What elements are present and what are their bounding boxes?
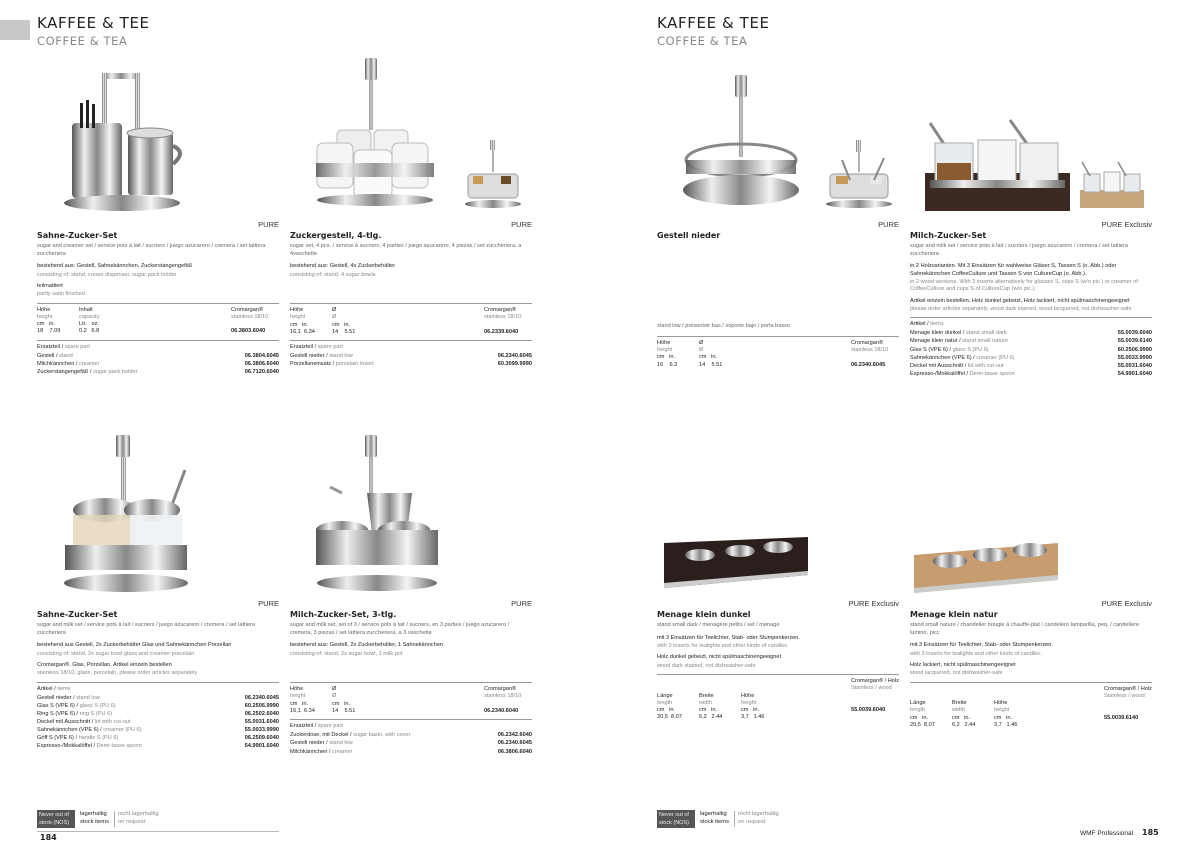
section-title-right: KAFFEE & TEE (657, 14, 770, 32)
product-image-milch-zucker-set (920, 118, 1075, 213)
legend-stock: lagerhaltig stock items (700, 811, 729, 825)
product-title: Milch-Zucker-Set, 3-tlg. (290, 610, 397, 619)
product-title: Zuckergestell, 4-tlg. (290, 231, 382, 240)
product-translations: sugar and milk set / service pots à lait / sucriers / juego azucarero / cremera / set lattiera zuccheriera (910, 243, 1128, 257)
spec-table: Höhe height cm in. 16,1 6.34 Ø Ø cm in. 14 5.51 Cromargan® stainless 18/10 06.2340.6040 (290, 686, 532, 715)
product-line-badge: PURE Exclusiv (1101, 220, 1152, 229)
section-title-left: KAFFEE & TEE (37, 14, 150, 32)
product-translations: stand small dark / menagère petits / set / ménage (657, 622, 780, 629)
product-title: Menage klein natur (910, 610, 998, 619)
section-subtitle-right: COFFEE & TEA (657, 34, 748, 48)
nos-badge: Never out of stock (NOS) (657, 810, 695, 828)
product-line-badge: PURE (258, 599, 279, 608)
spec-table: Höhe height cm in. 16,1 6.34 Ø Ø cm in. 14 5.51 Cromargan® stainless 18/10 06.2339.6040 (290, 307, 532, 336)
product-line-badge: PURE (258, 220, 279, 229)
product-note-en: partly satin finished (37, 291, 85, 298)
product-translations: sugar and milk set, set of 3 / service pots à lait / sucriers, en 3 parties / juego azucarero / cremera, 3 piezas / set lattiera zuccheriera, a 3 vaschette (290, 622, 510, 636)
product-image-gestell-set-small (822, 140, 897, 212)
product-title: Sahne-Zucker-Set (37, 610, 118, 619)
product-image-menage-natur (912, 535, 1062, 595)
article-number: 55.0039.6140 (1104, 714, 1139, 721)
product-title: Sahne-Zucker-Set (37, 231, 118, 240)
product-translations: stand small nature / chandelier bougie à chauffe-plat / candelero lamparilla, peq. / candeliere lumino, picc (910, 622, 1140, 636)
product-sahne-zucker-set: Sahne-Zucker-Set sugar and creamer set / service pots à lait / sucriers / juego azucarero / cremera / set lattiera zuccheriera bestehend aus: Gestell, Sahnekännchen, Zuckerstangengefäß consisting of: stand, cream dispenser, sugar pack holder teilmattiert partly satin finished Höhe height cm in. 18 7.09 Inhalt capacity Ltr. oz. 0,2 6.8 Cromargan® stainless 18/10 06.3803.6040 Ersatzteil / spare part Gestell / stand 06.3804.6045 Milchkännchen / creamer 06.3806.6040 Zuckerstangengefäß / sugar pack holder 06.7120.6040 (37, 231, 279, 376)
product-image-zuckergestell-small (463, 140, 523, 212)
product-translations: sugar and milk set / service pots à lait / sucriers / juego azucarero / cremera / set lattiera zuccheriera (37, 622, 255, 636)
product-title: Gestell nieder (657, 231, 721, 240)
article-number: 06.2340.6045 (851, 361, 886, 368)
product-line-badge: PURE (511, 220, 532, 229)
product-translations: stand low / présentoir bas / soporte bajo / porta basso (657, 323, 791, 330)
product-image-milch-zucker-set-3tlg (312, 435, 442, 595)
section-subtitle-left: COFFEE & TEA (37, 34, 128, 48)
article-number: 06.3803.6040 (231, 328, 266, 335)
product-image-sahne-zucker-set (60, 68, 190, 218)
spec-table: Länge length cm in. 20,5 8.07 Breite width cm in. 6,2 2.44 Höhe height cm in. 3,7 1.46 Cromargan® / Holz Stainless / wood 55.0039.6040 (657, 678, 899, 721)
article-number: 06.2340.6040 (484, 707, 519, 714)
brand-name: WMF Professional (1080, 830, 1134, 837)
product-gestell-nieder (657, 231, 899, 369)
product-line-badge: PURE Exclusiv (848, 599, 899, 608)
product-zuckergestell: Zuckergestell, 4-tlg. sugar set, 4 pcs. / service à sucriers, 4 parties / juego azucarero, 4 piezas / set zuccheriera, a 4vaschette bestehend aus: Gestell, 4x Zuckerbehälter consisting of: stand, 4 sugar bowls Höhe height cm in. 16,1 6.34 Ø Ø cm in. 14 5.51 Cromargan® stainless 18/10 06.2339.6040 Ersatzteil / spare part Gestell nieder / stand low 06.2340.6045 Porzellaneinsatz / porcelain insert 60.3099.9990 (290, 231, 532, 368)
nos-badge: Never out of stock (NOS) (37, 810, 75, 828)
product-image-sahne-zucker-set-glas (60, 435, 195, 595)
product-description-en: consisting of: stand, cream dispenser, sugar pack holder (37, 271, 177, 278)
product-image-menage-dunkel (662, 533, 812, 593)
product-line-badge: PURE Exclusiv (1101, 599, 1152, 608)
spec-table: Höhe height cm in. 18 7.09 Inhalt capacity Ltr. oz. 0,2 6.8 Cromargan® stainless 18/10 06.3803.6040 (37, 307, 279, 336)
legend-stock: lagerhaltig stock items (80, 811, 109, 825)
product-title: Menage klein dunkel (657, 610, 751, 619)
product-sahne-zucker-set-glas: Sahne-Zucker-Set sugar and milk set / service pots à lait / sucriers / juego azucarero / cremera / set lattiera zuccheriera bestehend aus Gestell, 2x Zuckerbehälter Glas und Sahnekännchen Porzellan consisting of: stand, 2x sugar bowl glass and creamer porcelain Cromargan®, Glas, Porzellan, Artikel einzeln bestellen stainless 18/10, glass, porcelain, please order articles separately Artikel / items Gestell nieder / stand low 06.2340.6045 Glas S (VPE 6) / glass S (PU 6) 60.2506.9990 Ring S (VPE 6) / ring S (PU 6) 06.2502.6040 Deckel mit Ausschnitt / lid with cut-out 55.0031.6040 Sahnekännchen (VPE 6) / creamer (PU 6) 55.0033.9990 Griff S (VPE 6) / handle S (PU 6) 06.2509.6040 Espresso-/Mokkalöffel / Demi-tasse spoon 54.9901.6040 (37, 610, 279, 750)
product-image-zuckergestell (312, 58, 442, 208)
product-translations: sugar set, 4 pcs. / service à sucriers, 4 parties / juego azucarero, 4 piezas / set zuccheriera, a 4vaschette (290, 243, 522, 257)
page-number-left: 184 (40, 833, 57, 842)
legend-on-request: nicht lagerhaltig on request (118, 811, 159, 825)
product-title: Milch-Zucker-Set (910, 231, 987, 240)
product-line-badge: PURE (878, 220, 899, 229)
article-number: 06.2339.6040 (484, 328, 519, 335)
product-image-gestell-nieder (680, 75, 805, 215)
page-number-right: 185 (1142, 828, 1159, 837)
product-menage-natur: Menage klein natur stand small nature / chandelier bougie à chauffe-plat / candelero lamparilla, peq. / candeliere lumino, picc mit 3 Einsätzen für Teelichter, Stab- oder Stumpenkerzen. with 3 inserts for tealights and other kinds of candles. Holz lackiert, nicht spülmaschinengeeignet wood lacquered, not dishwasher-safe Länge length cm in. 20,5 8.07 Breite width cm in. 6,2 2.44 Höhe height cm in. 3,7 1.46 Cromargan® / Holz Stainless / wood 55.0039.6140 (910, 610, 1152, 728)
product-note-de: teilmattiert (37, 283, 63, 290)
product-translations: sugar and creamer set / service pots à lait / sucriers / juego azucarero / cremera / set lattiera zuccheriera (37, 243, 266, 257)
article-number: 55.0039.6040 (851, 707, 886, 714)
product-milch-zucker-set: Milch-Zucker-Set sugar and milk set / service pots à lait / sucriers / juego azucarero / cremera / set lattiera zuccheriera in 2 Holzvarianten. Mit 3 Einsätzen für wahlweise Gläser S, Tassen S (o. Abb.) oder Sahnekännchen CoffeeCulture und Tassen S von CultureCup (o. Abb.). in 2 wood versions. With 3 inserts alternatively for glasses S, cups S (w/o pic.) or creamer of CoffeeCulture and cups S of CultureCup (w/o pic.). Artikel einzeln bestellen, Holz dunkel gebeizt, Holz lackiert, nicht spülmaschinengeeignet please order articles separately, wood dark stained, wood lacquered, not dishwasher-safe Artikel / items Menage klein dunkel / stand small dark 55.0039.6040 Menage klein natur / stand small nature 55.0039.6140 Glas S (VPE 6) / glass S (PU 6) 60.2506.9990 Sahnekännchen (VPE 6) / creamer (PU 6) 55.0033.9990 Deckel mit Ausschnitt / lid with cut-out 55.0031.6040 Espresso-/Mokkalöffel / Demi-tasse spoon 54.9901.6040 (910, 231, 1152, 377)
product-line-badge: PURE (511, 599, 532, 608)
section-tab-marker (0, 20, 30, 40)
spec-table: Höhe height cm in. 16 6.3 Ø Ø cm in. 14 5.51 Cromargan® stainless 18/10 06.2340.6045 (657, 340, 899, 369)
product-menage-dunkel: Menage klein dunkel stand small dark / menagère petits / set / ménage mit 3 Einsätzen für Teelichter, Stab- oder Stumpenkerzen. with 3 inserts for tealights and other kinds of candles. Holz dunkel gebeizt, nicht spülmaschinengeeignet wood dark stained, not dishwasher-safe Länge length cm in. 20,5 8.07 Breite width cm in. 6,2 2.44 Höhe height cm in. 3,7 1.46 Cromargan® / Holz Stainless / wood 55.0039.6040 (657, 610, 899, 721)
spec-table: Länge length cm in. 20,5 8.07 Breite width cm in. 6,2 2.44 Höhe height cm in. 3,7 1.46 Cromargan® / Holz Stainless / wood 55.0039.6140 (910, 685, 1152, 728)
product-milch-zucker-set-3tlg: Milch-Zucker-Set, 3-tlg. sugar and milk set, set of 3 / service pots à lait / sucriers, en 3 parties / juego azucarero / cremera, 3 piezas / set lattiera zuccheriera, a 3 vaschette bestehend aus: Gestell, 2x Zuckerbehälter, 1 Sahnekännchen consisting of: stand, 2x sugar bowl, 1 milk pot Höhe height cm in. 16,1 6.34 Ø Ø cm in. 14 5.51 Cromargan® stainless 18/10 06.2340.6040 Ersatzteil / spare part Zuckerdose, mit Deckel / sugar basin, with cover 06.2342.6040 Gestell nieder / stand low 06.2340.6045 Milchkännchen / creamer 06.3806.6040 (290, 610, 532, 755)
legend-on-request: nicht lagerhaltig on request (738, 811, 779, 825)
product-image-milch-zucker-set-natur (1078, 160, 1146, 210)
product-description-de: bestehend aus: Gestell, Sahnekännchen, Zuckerstangengefäß (37, 263, 193, 270)
